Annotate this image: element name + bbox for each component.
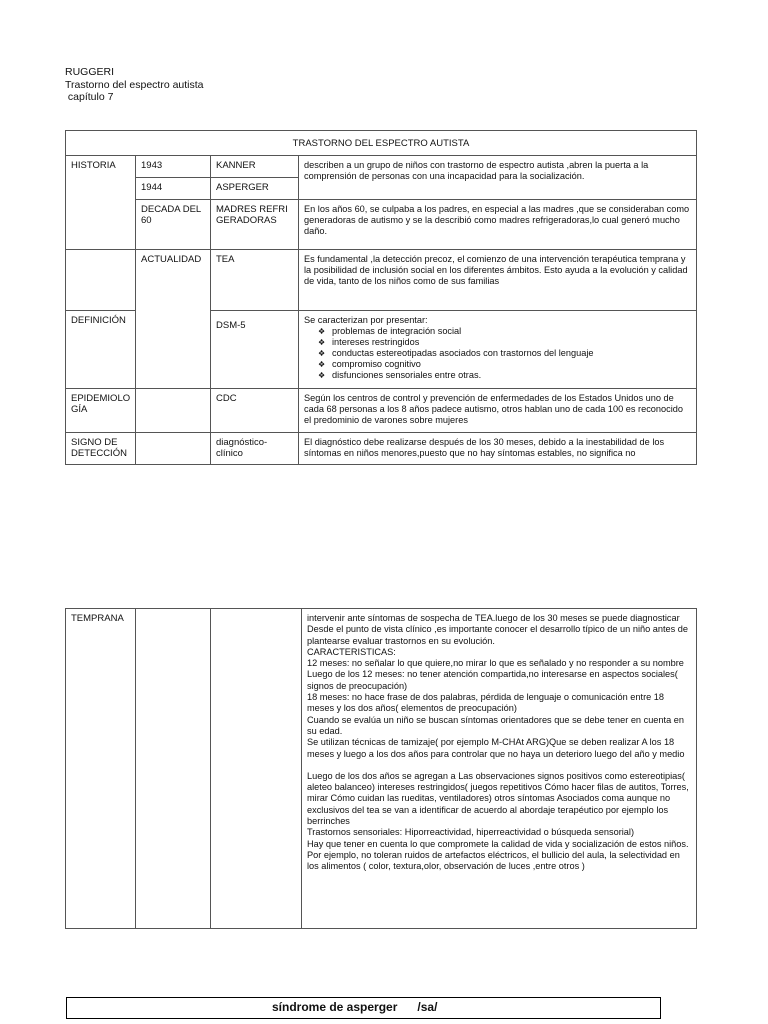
- diagnostico-label: diagnóstico-clínico: [211, 432, 299, 464]
- epidemiologia-cell: [66, 388, 136, 432]
- temprana-table: [65, 608, 697, 929]
- list-item: ❖ intereses restringidos: [318, 337, 691, 348]
- decade-60: DECADA DEL 60: [136, 199, 211, 249]
- row-label-temprana: TEMPRANA: [66, 609, 136, 929]
- paragraph: Luego de los dos años se agregan a Las observaciones signos positivos como estereotipias( aleteo balanceo) intereses restringidos( juegos repetitivos Cómo hacer filas de autitos, Torres, mirar Cómo cuidan las rueditas, ventiladores) otros síntomas Asociados coma aunque no exclusivos del tea se van a identificar de acuerdo al abordaje terapéutico por ejemplo los berrinches: [307, 770, 689, 827]
- diagnostico-text: El diagnóstico debe realizarse después de los 30 meses, debido a la inestabilidad de los síntomas en niños menores,puesto que no hay síntomas estables, no significa no: [304, 436, 665, 458]
- chapter-label: capítulo 7: [65, 91, 114, 103]
- kanner-asperger-description: describen a un grupo de niños con trastorno de espectro autista ,abren la puerta a la comprensión de personas con una incapacidad para la socialización.: [299, 155, 697, 199]
- cdc-description: Según los centros de control y prevención de enfermedades de los Estados Unidos uno de cada 68 personas a los 8 años padece autismo, otros hablan uno de cada 100 es reconocido el predominio de varones sobre mujeres: [299, 388, 697, 432]
- empty-cell: [211, 609, 302, 929]
- list-item: ❖ problemas de integración social: [318, 326, 691, 337]
- asperger-heading-box: [66, 997, 661, 1019]
- paragraph: Trastornos sensoriales: Hiporreactividad, hiperreactividad o búsqueda sensorial): [307, 827, 635, 838]
- dsm-description: [299, 310, 697, 388]
- cdc-label: CDC: [211, 388, 299, 432]
- list-item: ❖ compromiso cognitivo: [318, 359, 691, 370]
- paragraph: Se utilizan técnicas de tamizaje( por ejemplo M-CHAt ARG)Que se deben realizar A los 18 meses y luego a los dos años para controlar que no haya un deterioro luego del año y medio: [307, 737, 685, 759]
- paragraph: intervenir ante síntomas de sospecha de TEA.luego de los 30 meses se puede diagnosticar: [307, 613, 680, 623]
- row-label-historia: HISTORIA: [66, 155, 136, 249]
- dsm-list: [304, 326, 691, 381]
- madres-refrigeradoras: [211, 199, 299, 249]
- madres-label: MADRES REFRIGERADORAS: [216, 203, 288, 226]
- row-label-epidemiologia: EPIDEMIOLOGÍA: [71, 392, 131, 415]
- author-kanner: KANNER: [211, 155, 299, 177]
- row-label-signo: SIGNO DE DETECCIÓN: [66, 432, 136, 464]
- paragraph: Hay que tener en cuenta lo que compromete la calidad de vida y socialización de estos niños. Por ejemplo, no toleran ruidos de artefactos eléctricos, el bullicio del aula, la selectividad en los alimentos ( color, textura,olor, observación de luces ,entre otros ): [307, 838, 689, 872]
- empty-cell: [66, 249, 136, 310]
- actualidad-label: ACTUALIDAD: [136, 249, 211, 388]
- tea-description: Es fundamental ,la detección precoz, el comienzo de una intervención terapéutica temprana y la posibilidad de inclusión social en los diferentes ámbitos. Esto ayuda a la evolución y calidad de vida, tanto de los niños como de sus familias: [299, 249, 697, 310]
- temprana-description: [302, 609, 697, 929]
- row-label-definicion: DEFINICIÓN: [66, 310, 136, 388]
- author-asperger: ASPERGER: [211, 177, 299, 199]
- autism-spectrum-table: [65, 130, 697, 465]
- year-1943: 1943: [136, 155, 211, 177]
- empty-cell: [136, 388, 211, 432]
- year-1944: 1944: [136, 177, 211, 199]
- paragraph: Cuando se evalúa un niño se buscan síntomas orientadores que se debe tener en cuenta en su edad.: [307, 714, 684, 736]
- list-item: ❖ conductas estereotipadas asociados con trastornos del lenguaje: [318, 348, 691, 359]
- tea-label: TEA: [211, 249, 299, 310]
- asperger-heading: síndrome de asperger /sa/: [272, 1000, 438, 1014]
- paragraph: Luego de los 12 meses: no tener atención compartida,no interesarse en aspectos sociales( signos de preocupación): [307, 669, 678, 691]
- dsm-intro: Se caracterizan por presentar:: [304, 314, 428, 325]
- paragraph: Desde el punto de vista clínico ,es importante conocer el desarrollo típico de un niño antes de plantearse evaluar trastornos en su evolución.: [307, 624, 688, 646]
- dsm-cell: [211, 310, 299, 388]
- paragraph: CARACTERISTICAS:: [307, 646, 396, 657]
- paragraph: 18 meses: no hace frase de dos palabras, pérdida de lenguaje o comunicación entre 18 meses y los dos años( elementos de preocupación): [307, 692, 665, 714]
- empty-cell: [136, 609, 211, 929]
- document-header: [65, 66, 204, 104]
- madres-description: En los años 60, se culpaba a los padres, en especial a las madres ,que se consideraban como generadoras de autismo y se la describió como madres refrigeradoras,lo cual generó mucho daño.: [299, 199, 697, 249]
- document-title: Trastorno del espectro autista: [65, 78, 204, 91]
- table-title: TRASTORNO DEL ESPECTRO AUTISTA: [66, 131, 697, 156]
- author-name: RUGGERI: [65, 66, 115, 78]
- paragraph: 12 meses: no señalar lo que quiere,no mirar lo que es señalado y no responder a su nombre: [307, 658, 684, 669]
- empty-cell: [136, 432, 211, 464]
- diagnostico-description: [299, 432, 697, 464]
- dsm-label: DSM-5: [216, 319, 246, 331]
- list-item: ❖ disfunciones sensoriales entre otras.: [318, 370, 691, 381]
